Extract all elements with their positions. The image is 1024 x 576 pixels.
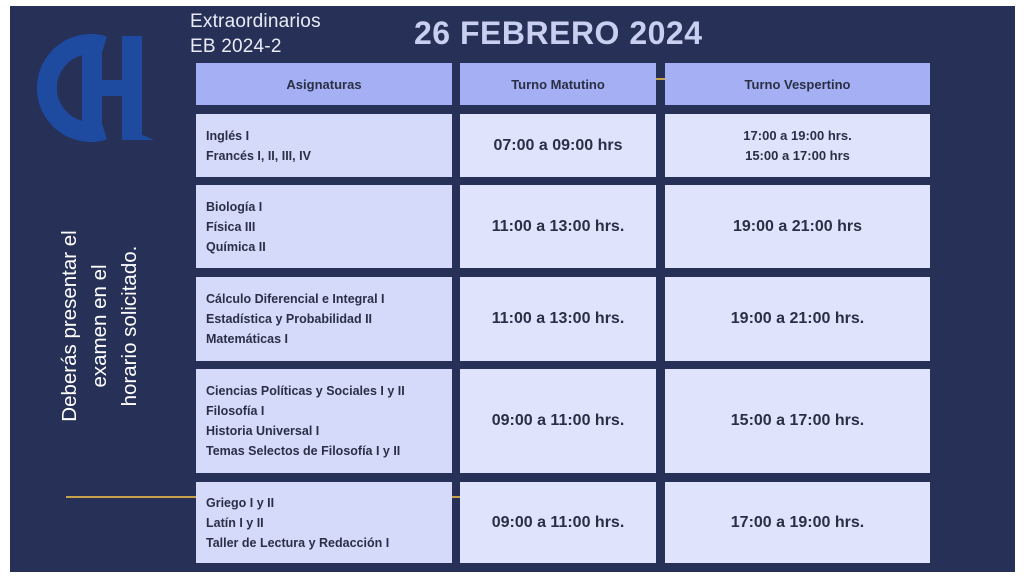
evening-time: 17:00 a 19:00 hrs. bbox=[743, 127, 852, 143]
evening-time: 19:00 a 21:00 hrs. bbox=[730, 310, 865, 327]
evening-time: 15:00 a 17:00 hrs. bbox=[730, 412, 865, 429]
subjects-cell bbox=[196, 114, 452, 177]
subject-name: Ciencias Políticas y Sociales I y II bbox=[206, 384, 405, 398]
morning-time-cell bbox=[460, 114, 656, 177]
morning-time-cell bbox=[460, 277, 656, 361]
school-logo-icon bbox=[26, 28, 156, 148]
subjects-cell bbox=[196, 185, 452, 268]
morning-time-cell bbox=[460, 369, 656, 473]
morning-time: 11:00 a 13:00 hrs. bbox=[491, 217, 625, 235]
morning-time-cell bbox=[460, 482, 656, 563]
subject-name: Inglés I bbox=[206, 128, 250, 143]
subject-name: Francés I, II, III, IV bbox=[206, 148, 311, 163]
evening-time-cell bbox=[665, 277, 930, 361]
slide bbox=[10, 6, 1015, 572]
subject-name: Estadística y Probabilidad II bbox=[206, 312, 373, 326]
header-asignaturas: Asignaturas bbox=[196, 63, 452, 105]
evening-time: 17:00 a 19:00 hrs. bbox=[730, 513, 865, 531]
subjects-cell bbox=[196, 369, 452, 473]
morning-time-cell bbox=[460, 185, 656, 268]
subject-name: Biología I bbox=[206, 199, 263, 214]
evening-time-cell bbox=[665, 369, 930, 473]
evening-time-cell bbox=[665, 185, 930, 268]
subjects-cell bbox=[196, 482, 452, 563]
evening-time: 15:00 a 17:00 hrs bbox=[745, 147, 850, 163]
subject-name: Taller de Lectura y Redacción I bbox=[206, 535, 390, 550]
subject-name: Química II bbox=[206, 239, 266, 254]
morning-time: 09:00 a 11:00 hrs. bbox=[491, 513, 625, 531]
subject-name: Física III bbox=[206, 219, 256, 234]
evening-time: 19:00 a 21:00 hrs bbox=[733, 217, 862, 235]
subjects-cell bbox=[196, 277, 452, 361]
morning-time: 11:00 a 13:00 hrs. bbox=[491, 310, 625, 327]
morning-time: 07:00 a 09:00 hrs bbox=[493, 136, 623, 154]
subject-name: Filosofía I bbox=[206, 404, 265, 418]
exam-type: Extraordinarios bbox=[190, 11, 321, 32]
exam-period bbox=[190, 9, 321, 59]
morning-time: 09:00 a 11:00 hrs. bbox=[491, 412, 625, 429]
evening-time-cell bbox=[665, 482, 930, 563]
header-turno-vespertino: Turno Vespertino bbox=[665, 63, 930, 105]
subject-name: Latín I y II bbox=[206, 515, 264, 530]
instruction-note: Deberás presentar el examen en el horario solicitado. bbox=[58, 230, 141, 422]
subject-name: Historia Universal I bbox=[206, 424, 320, 438]
decorative-line-bottom bbox=[66, 496, 196, 498]
subject-name: Cálculo Diferencial e Integral I bbox=[206, 292, 385, 306]
header-turno-matutino: Turno Matutino bbox=[460, 63, 656, 105]
page-title: 26 FEBRERO 2024 bbox=[414, 15, 703, 51]
evening-time-cell bbox=[665, 114, 930, 177]
exam-cycle: EB 2024-2 bbox=[190, 36, 282, 57]
subject-name: Matemáticas I bbox=[206, 332, 288, 346]
subject-name: Griego I y II bbox=[206, 495, 275, 510]
subject-name: Temas Selectos de Filosofía I y II bbox=[206, 444, 401, 458]
